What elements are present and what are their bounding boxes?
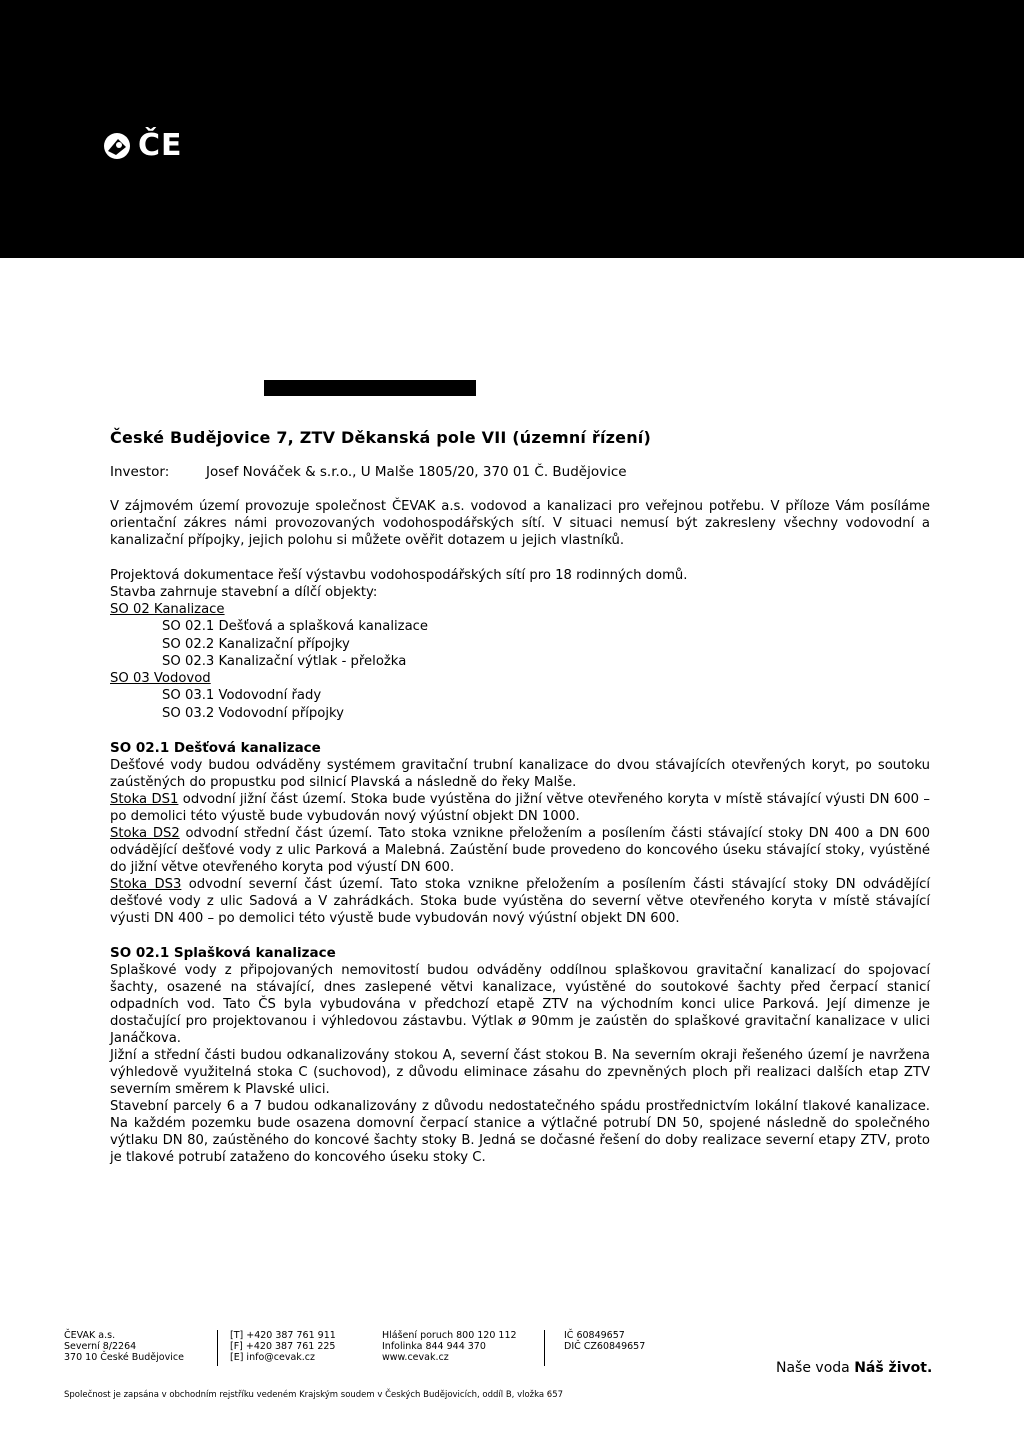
footer-line: www.cevak.cz: [382, 1352, 449, 1363]
footer-divider: [544, 1330, 545, 1366]
stoka-text: odvodní střední část území. Tato stoka vznikne přeložením a posílením části stávající stoky DN 400 a DN 600 odvádějící dešťové vody z ulic Parková a Malebná. Zaústění bude provedeno do koncového úseku stávající stoky, vyústěné do jižní větve otevřeného koryta pod výustí DN 600.: [110, 826, 930, 876]
section-paragraph: [110, 791, 930, 825]
meta-label: Ze dne:: [110, 296, 164, 313]
section-paragraph: Jižní a střední části budou odkanalizovány stokou A, severní část stokou B. Na severním okraji řešeného území je navržena výhledově využitelná stoka C (suchovod), z důvodu eliminace zásahu do zpevněných ploch při realizaci dalších etap ZTV severním směrem k Plavské ulici.: [110, 1048, 930, 1098]
investor-line: [110, 464, 930, 480]
project-line: Projektová dokumentace řeší výstavbu vodohospodářských sítí pro 18 rodinných domů.: [110, 568, 688, 583]
section-title: SO 02.1 Dešťová kanalizace: [110, 740, 321, 757]
meta-value: +420 387 761 425: [258, 346, 480, 363]
company-logo: [102, 128, 183, 163]
stoka-text: odvodní jižní část území. Stoka bude vyústěna do jižní větve otevřeného koryta v místě stávající výusti DN 600 – po demolici této výustě bude vybudován nový výústní objekt DN 1000.: [110, 792, 930, 825]
redacted-address: [591, 318, 805, 371]
section-paragraph: Stavební parcely 6 a 7 budou odkanalizovány z důvodu nedostatečného spádu prostřednictvím lokální tlakové kanalizace. Na každém pozemku bude osazena domovní čerpací stanice a výtlačné potrubí DN 50, spojené následně do společného výtlaku DN 80, zaústěného do koncové šachty stoky B. Jedná se dočasné řešení do doby realizace severní etapy ZTV, proto je tlakové potrubí zataženo do koncového úseku stoky C.: [110, 1099, 930, 1166]
section-paragraph: [110, 876, 930, 927]
stoka-text: odvodní severní část území. Tato stoka vznikne přeložením a posílením části stávající stoky DN odvádějící dešťové vody z ulic Sadová a V zahrádkách. Stoka bude vyústěna do severní větve otevřeného koryta v místě stávající výusti DN 400 – po demolici této výustě bude vybudován nový výústní objekt DN 600.: [110, 877, 930, 927]
slogan-part-bold: Náš život.: [854, 1360, 933, 1376]
footer-line: Hlášení poruch 800 120 112: [382, 1330, 517, 1341]
footer-line: IČ 60849657: [564, 1330, 625, 1341]
list-item: SO 02 Kanalizace: [110, 602, 225, 617]
list-item: SO 03.1 Vodovodní řady: [162, 688, 322, 704]
redacted-email: [264, 380, 476, 396]
footer-line: ČEVAK a.s.: [64, 1330, 116, 1341]
section-paragraph: Dešťové vody budou odváděny systémem gravitační trubní kanalizace do dvou stávajících otevřených koryt, po soutoku zaústěných do propustku pod silnicí Plavská a následně do řeky Malše.: [110, 758, 930, 791]
footer-ids: [564, 1330, 645, 1352]
meta-value: Martina Šimečková: [258, 330, 480, 347]
footer-line: 370 10 České Budějovice: [64, 1352, 184, 1363]
list-item: SO 02.1 Dešťová a splašková kanalizace: [162, 619, 429, 635]
section-paragraph: [110, 825, 930, 876]
footer-line: Severní 8/2264: [64, 1341, 137, 1352]
letter-content: [110, 428, 930, 1166]
meta-label: Váš dopis č.j.:: [110, 280, 206, 296]
list-item: SO 03 Vodovod: [110, 671, 211, 687]
list-item: SO 02.3 Kanalizační výtlak - přeložka: [162, 653, 407, 669]
recipient-line: Ing. Průcha: [591, 299, 670, 315]
section-paragraph: Splaškové vody z připojovaných nemovitostí budou odváděny oddílnou splaškovou gravitační kanalizací do spojovací šachty, osazené na stávající, dnes zaslepené větvi kanalizace, vyústěné do soutokové šachty před čerpací stanicí odpadních vod. Tato ČS byla vybudována v předchozí etapě ZTV na východním konci ulice Parková. Její dimenze je dostačující pro projektovanou i výhledovou zástavbu. Výtlak ø 90mm je zaústěn do splaškové gravitační kanalizace v ulici Janáčkova.: [110, 963, 930, 1047]
meta-label: Číslo jednací:: [110, 313, 204, 329]
meta-label: Fax:: [110, 362, 139, 379]
footer-line: Infolinka 844 944 370: [382, 1341, 486, 1352]
meta-label: E-mail:: [110, 379, 159, 395]
recipient-address: [591, 280, 809, 316]
footer-contact: [230, 1330, 336, 1363]
slogan-part: Naše voda: [776, 1360, 850, 1376]
objects-list: [110, 601, 930, 722]
meta-value: 24. říjen 2018: [258, 396, 480, 413]
footer-line: DIČ CZ60849657: [564, 1341, 646, 1352]
meta-value: [258, 297, 480, 314]
letter-title: České Budějovice 7, ZTV Děkanská pole VII (územní řízení): [110, 428, 652, 447]
footer-line: [T] +420 387 761 911: [230, 1330, 336, 1341]
meta-label: Vyřizuje:: [110, 329, 171, 346]
footer-company: [64, 1330, 184, 1363]
recipient-line: EKOEKO s.r.o. Ing. Josef Smažík: [591, 281, 810, 297]
investor-value: Josef Nováček & s.r.o., U Malše 1805/20, 370 01 Č. Budějovice: [206, 464, 627, 480]
project-line: Stavba zahrnuje stavební a dílčí objekty:: [110, 585, 378, 600]
stoka-name: Stoka DS1: [110, 792, 179, 808]
meta-value: +420 387 761 225: [258, 363, 480, 380]
meta-label: Tel.:: [110, 346, 138, 362]
meta-value: [258, 280, 480, 297]
meta-value: 018010061028: [258, 313, 480, 330]
section-title: SO 02.1 Splašková kanalizace: [110, 945, 336, 962]
footer-divider: [217, 1330, 218, 1366]
footer-hotline: [382, 1330, 517, 1363]
footer-line: [E] info@cevak.cz: [230, 1352, 315, 1363]
logo-text: ČE: [138, 128, 183, 163]
legal-note: Společnost je zapsána v obchodním rejstříku vedeném Krajským soudem v Českých Budějovicích, oddíl B, vložka 657: [64, 1390, 564, 1400]
stoka-name: Stoka DS2: [110, 826, 180, 842]
footer-slogan: [776, 1360, 932, 1376]
investor-label: Investor:: [110, 464, 170, 480]
footer-line: [F] +420 387 761 225: [230, 1341, 336, 1352]
list-item: SO 03.2 Vodovodní přípojky: [162, 705, 344, 721]
intro-paragraph: V zájmovém území provozuje společnost ČEVAK a.s. vodovod a kanalizaci pro veřejnou potřebu. V příloze Vám posíláme orientační zákres námi provozovaných vodohospodářských sítí. V situaci nemusí být zakresleny všechny vodovodní a kanalizační přípojky, jejich polohu si můžete ověřit dotazem u jejich vlastníků.: [110, 499, 930, 548]
meta-label: Datum:: [110, 395, 163, 412]
list-item: SO 02.2 Kanalizační přípojky: [162, 636, 350, 652]
logo-icon: [102, 131, 132, 161]
stoka-name: Stoka DS3: [110, 877, 182, 893]
